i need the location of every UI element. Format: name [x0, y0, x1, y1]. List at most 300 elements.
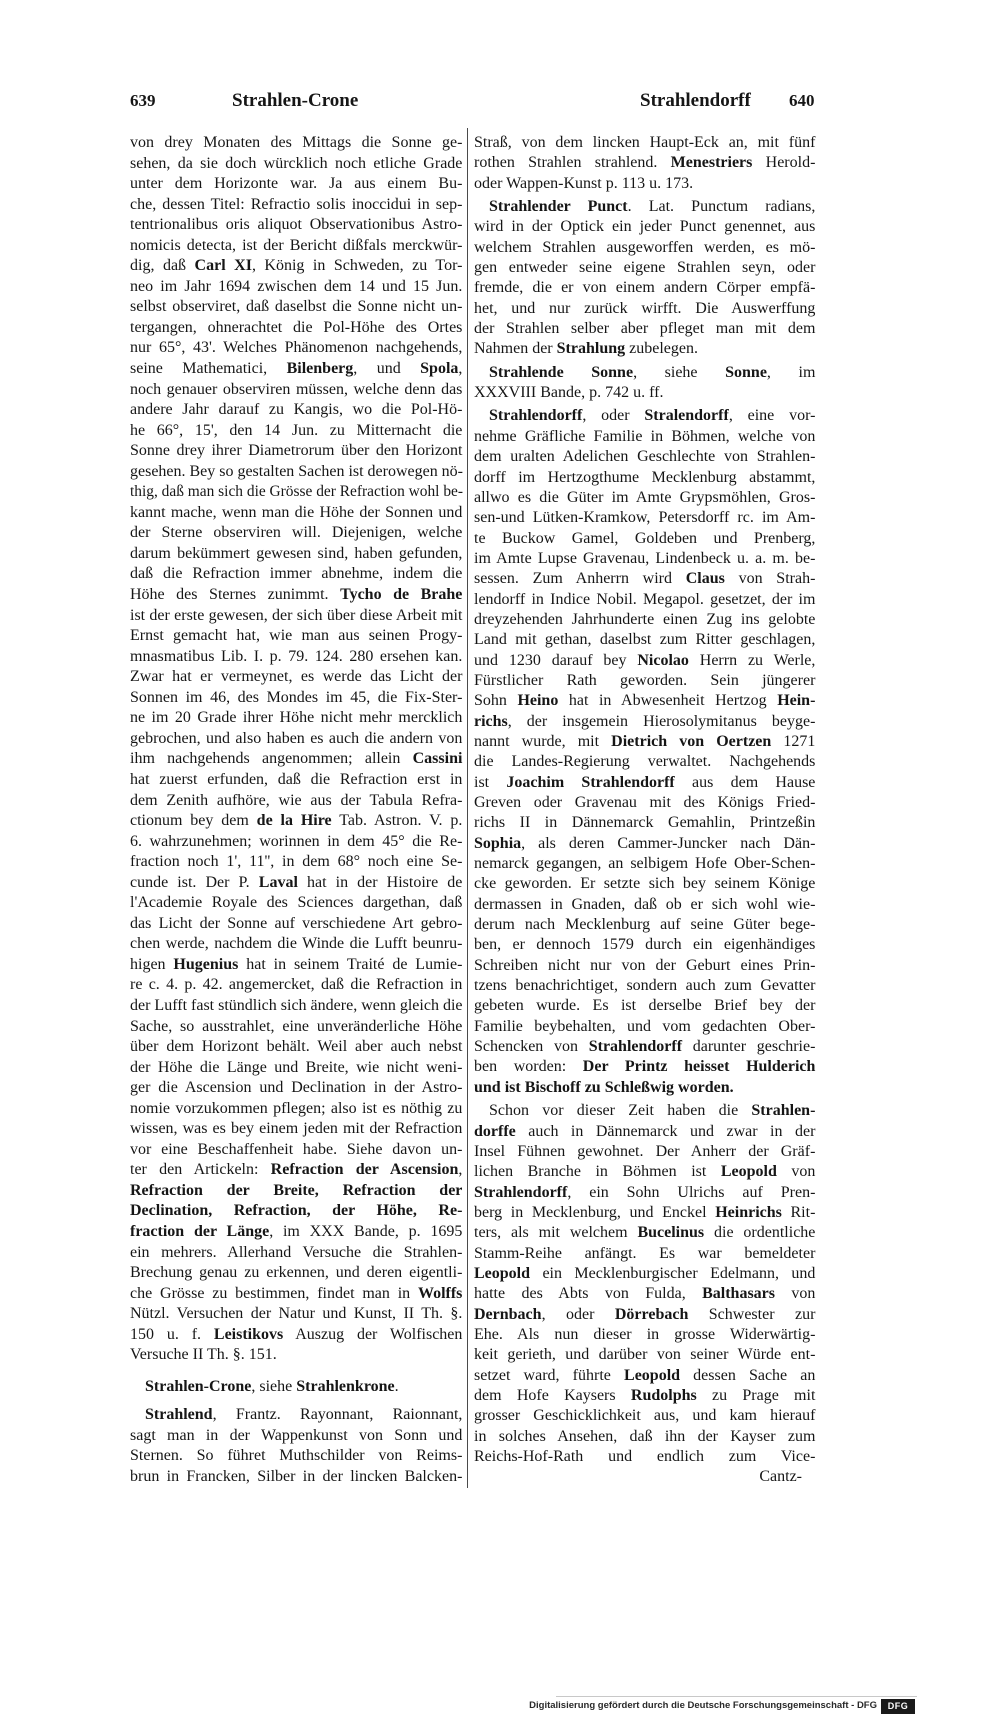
text-segment: hat in seinem Traité de Lumie-	[238, 955, 463, 973]
line-text	[130, 154, 462, 175]
emphasized-name: Strahlen-	[751, 1102, 816, 1120]
text-segment: sagt man in der Wappenkunst von Sonn und	[130, 1426, 463, 1444]
line-text	[474, 752, 815, 772]
text-segment: he 66°, 15', den 14 Jun. zu Mitternacht die	[130, 421, 463, 439]
text-segment: , als deren Cammer-Juncker nach Dän-	[521, 834, 816, 852]
text-line	[130, 1446, 463, 1467]
line-text	[130, 297, 462, 318]
text-segment: die Landes-Regierung verwaltet. Nachgehends	[474, 753, 816, 771]
text-line	[130, 318, 463, 339]
text-line	[130, 462, 463, 483]
text-line	[130, 1058, 463, 1079]
text-line	[130, 256, 463, 277]
emphasized-name: Bucelinus	[637, 1224, 705, 1242]
emphasized-name: Strahlend	[145, 1406, 213, 1424]
line-text	[474, 1203, 815, 1223]
text-segment: Schreiben nicht nur von der Geburt eines Prin-	[474, 956, 816, 974]
text-segment: thig, daß man sich die Grösse der Refraction wohl be-	[130, 483, 463, 501]
text-line	[130, 1426, 463, 1447]
text-segment: kannt mache, wenn man die Höhe der Sonnen und	[130, 503, 463, 521]
text-line	[474, 773, 816, 793]
text-segment: .	[394, 1377, 399, 1395]
text-segment: Sohn	[474, 692, 518, 710]
line-text	[130, 893, 462, 914]
text-segment: sessen. Zum Anherrn wird	[474, 570, 686, 588]
line-text	[130, 585, 462, 606]
text-line	[474, 651, 816, 671]
text-segment: in solches Ansehen, daß ihn der Kayser zum	[474, 1427, 816, 1445]
text-segment: von drey Monaten des Mittags die Sonne ge-	[130, 134, 463, 151]
text-segment: noch genauer observiren müssen, welche denn das	[130, 380, 463, 398]
line-text	[474, 630, 815, 650]
text-line	[474, 1447, 816, 1467]
text-line	[474, 238, 816, 258]
text-segment: hat zuerst erfunden, daß die Refraction erst in	[130, 770, 463, 788]
text-line	[130, 708, 463, 729]
text-segment: gen entweder seine eigene Strahlen seyn, oder	[474, 259, 816, 277]
text-line	[130, 1325, 463, 1346]
text-line	[474, 383, 816, 403]
text-segment: Nützl. Versuchen der Natur und Kunst, II Th. §.	[130, 1305, 463, 1323]
text-segment: keit gerieth, und darüber von seiner Würde ent-	[474, 1346, 816, 1364]
line-text	[474, 1037, 815, 1057]
entry-strahlen-crone	[130, 1377, 463, 1398]
text-segment: darunter geschrie-	[682, 1038, 816, 1056]
line-text	[130, 564, 462, 585]
text-segment: ihm nachgehends angenommen; allein	[130, 750, 413, 768]
text-segment: ctionum bey dem	[130, 812, 257, 830]
text-line	[130, 503, 463, 524]
line-text	[474, 258, 815, 278]
line-text	[474, 610, 815, 630]
catchword: Cantz-	[759, 1468, 802, 1486]
emphasized-name: Heino	[517, 692, 559, 710]
emphasized-name: Rudolphs	[630, 1386, 697, 1404]
text-line	[474, 1244, 816, 1264]
line-text	[474, 691, 815, 711]
text-segment: 1271	[771, 732, 816, 750]
text-line	[474, 1345, 816, 1365]
line-text	[130, 1181, 462, 1202]
text-line	[130, 1222, 463, 1243]
emphasized-name: Leopold	[624, 1366, 681, 1384]
line-text	[489, 406, 815, 426]
line-text	[474, 1366, 815, 1386]
line-text	[474, 1142, 815, 1162]
text-line	[130, 1345, 463, 1366]
line-text	[474, 671, 815, 691]
line-text	[130, 256, 462, 277]
text-line	[474, 895, 816, 915]
text-line	[474, 590, 816, 610]
emphasized-name: Joachim Strahlendorff	[506, 773, 675, 791]
text-segment: Ehe. Als nun dieser in grosse Widerwärtig-	[474, 1325, 816, 1343]
text-line	[474, 1203, 816, 1223]
line-text	[474, 133, 815, 153]
line-text	[474, 1284, 815, 1304]
text-segment: dem Hofe Kaysers	[474, 1386, 631, 1404]
line-text	[474, 1183, 815, 1203]
line-text	[130, 1078, 462, 1099]
text-line	[474, 1366, 816, 1386]
text-line	[130, 359, 463, 380]
text-line	[130, 893, 463, 914]
text-line	[474, 956, 816, 976]
text-line	[130, 770, 463, 791]
text-line	[474, 976, 816, 996]
text-segment: , und	[353, 360, 421, 378]
text-line	[130, 277, 463, 298]
text-segment: l'Academie Royale des Sciences dargethan, daß	[130, 894, 463, 912]
text-line	[130, 996, 463, 1017]
text-line	[130, 174, 463, 195]
line-text	[130, 749, 462, 770]
line-text	[474, 529, 815, 549]
line-text	[474, 996, 815, 1016]
line-text	[130, 729, 462, 750]
line-text	[130, 1345, 277, 1366]
text-segment: Land mit gethan, daselbst zum Ritter geschlagen,	[474, 631, 816, 649]
line-text	[474, 793, 815, 813]
text-segment: von	[776, 1163, 816, 1181]
line-text	[130, 1058, 462, 1079]
text-line	[474, 217, 816, 237]
emphasized-name: Strahlenkrone	[296, 1377, 395, 1395]
right-column	[474, 133, 816, 1488]
text-segment: , im XXX Bande, p. 1695	[269, 1222, 463, 1240]
emphasized-name: fraction der Länge	[130, 1222, 270, 1240]
text-line	[130, 1160, 463, 1181]
text-segment: lichen Branche in Böhmen ist	[474, 1163, 721, 1181]
line-text	[474, 1305, 815, 1325]
text-segment: ,	[458, 360, 463, 378]
text-line	[474, 197, 816, 217]
paragraph-refraction-continued	[130, 133, 463, 1366]
line-text	[474, 383, 663, 403]
text-line	[474, 915, 816, 935]
line-text	[130, 770, 462, 791]
text-line	[474, 752, 816, 772]
text-segment: , oder	[582, 407, 645, 425]
entry-strahlender-punct	[474, 197, 816, 360]
line-text	[130, 708, 462, 729]
text-segment: lendorff in Indice Nobil. Megapol. gesetzet, der im	[474, 590, 816, 608]
emphasized-name: Leopold	[720, 1163, 777, 1181]
line-text	[130, 462, 463, 483]
line-text	[474, 488, 815, 508]
line-text	[130, 1426, 462, 1447]
text-segment: oder Wappen-Kunst p. 113 u. 173.	[474, 174, 694, 192]
text-line	[474, 1427, 816, 1447]
text-segment: nehme Gräfliche Familie in Böhmen, welche von	[474, 427, 816, 445]
text-segment: ben, er dennoch 1579 durch ein eigenhändiges	[474, 936, 816, 954]
emphasized-name: Sonne	[725, 363, 767, 381]
text-segment: hat in Abwesenheit Hertzog	[558, 692, 778, 710]
line-text	[474, 895, 815, 915]
text-segment: aus dem Hause	[674, 773, 816, 791]
text-segment: ger die Ascension und Declination in der Astro-	[130, 1079, 463, 1097]
text-line	[474, 630, 816, 650]
footer-credit: Digitalisierung gefördert durch die Deutsche Forschungsgemeinschaft - DFG	[529, 1700, 877, 1711]
line-text	[130, 482, 463, 503]
line-text	[130, 441, 462, 462]
text-segment: cke geworden. Er setzte sich bey seinem Könige	[474, 875, 816, 893]
text-segment: Ernst gemacht hat, wie man aus seinen Progy-	[130, 627, 463, 645]
text-segment: dermassen in Gnaden, daß ob er sich wohl wie-	[474, 895, 816, 913]
text-segment: Greven oder Gravenau mit des Königs Fried-	[474, 794, 816, 811]
line-text	[130, 1160, 462, 1181]
text-line	[130, 1099, 463, 1120]
line-text	[130, 338, 462, 359]
line-text	[474, 956, 815, 976]
text-segment: re c. 4. p. 42. angemercket, daß die Refraction in	[130, 976, 463, 994]
text-segment: richs II in Dännemarck Gemahlin, Printzeßin	[474, 814, 816, 832]
text-segment: nomicis detecta, ist der Bericht dißfals merckwür-	[130, 236, 463, 254]
line-text	[474, 468, 815, 488]
text-segment: Straß, von dem lincken Haupt-Eck an, mit fünf	[474, 134, 816, 151]
line-text	[130, 195, 462, 216]
emphasized-name: Leopold	[474, 1264, 531, 1282]
text-segment: XXXVIII Bande, p. 742 u. ff.	[474, 384, 664, 402]
text-segment: , siehe	[251, 1377, 297, 1395]
text-line	[130, 955, 463, 976]
line-text	[474, 976, 815, 996]
text-line	[474, 732, 816, 752]
text-line	[130, 1263, 463, 1284]
text-segment: seine Mathematici,	[130, 360, 287, 378]
text-segment: , ein Sohn Ulrichs auf Pren-	[567, 1183, 816, 1201]
text-segment: brun in Francken, Silber in der lincken Balcken-	[130, 1468, 463, 1485]
text-line	[130, 749, 463, 770]
text-segment: ter den Artickeln:	[130, 1161, 271, 1179]
line-text	[474, 447, 815, 467]
text-line	[474, 569, 816, 589]
text-segment: Höhe des Sternes zunimmt.	[130, 586, 341, 604]
text-line	[130, 400, 463, 421]
line-text	[130, 503, 462, 524]
emphasized-name: Hugenius	[173, 955, 239, 973]
text-segment: ist	[474, 773, 507, 791]
text-line	[474, 1101, 816, 1121]
text-segment: fremde, die er von einem andern Cörper empfä-	[474, 279, 816, 297]
left-column	[130, 133, 463, 1488]
line-text	[130, 523, 462, 544]
line-text	[130, 215, 462, 236]
line-text	[474, 813, 815, 833]
text-line	[130, 338, 463, 359]
text-line	[130, 626, 463, 647]
text-segment: der Höhe die Länge und Breite, wie nicht weni-	[130, 1058, 463, 1076]
text-line	[474, 813, 816, 833]
text-segment: gesehen. Bey so gestalten Sachen ist derowegen nö-	[130, 462, 463, 480]
text-segment: derum nach Mecklenburg auf seine Güter bege-	[474, 916, 816, 934]
running-head-right: Strahlendorff	[640, 90, 751, 111]
text-line	[130, 1201, 463, 1222]
text-line	[130, 934, 463, 955]
line-text	[474, 773, 815, 793]
text-line	[474, 935, 816, 955]
emphasized-name: Stralendorff	[644, 407, 729, 425]
text-line	[474, 406, 816, 426]
text-segment: ,	[458, 1161, 463, 1179]
text-segment: hatte des Abts von Fulda,	[474, 1285, 703, 1303]
text-line	[474, 174, 816, 194]
line-text	[130, 955, 462, 976]
text-segment: im Amte Lupse Gravenau, Lindenbeck u. a. m. be-	[474, 549, 816, 567]
line-text	[130, 1243, 462, 1264]
text-segment: darum bekümmert gewesen sind, haben gefunden,	[130, 544, 463, 562]
text-segment: sen-und Lütken-Kramkow, Petersdorff rc. im Am-	[474, 509, 816, 527]
emphasized-name: Heinrichs	[715, 1203, 782, 1221]
text-segment: sehen, da sie doch würcklich noch etliche Grade	[130, 154, 463, 172]
text-segment: Versuche II Th. §. 151.	[130, 1346, 277, 1364]
text-line	[474, 529, 816, 549]
line-text	[489, 1101, 815, 1121]
text-line	[130, 1467, 463, 1488]
line-text	[474, 427, 815, 447]
text-segment: berg in Mecklenburg, und Enckel	[474, 1203, 716, 1221]
text-segment: ne im 20 Grade ihrer Höhe nicht mehr mercklich	[130, 709, 463, 727]
page-number-left: 639	[130, 91, 156, 110]
text-line	[130, 852, 463, 873]
line-text	[130, 1017, 462, 1038]
emphasized-name: Strahlender Punct	[489, 198, 628, 216]
line-text	[474, 1244, 815, 1264]
text-segment: Fürstlicher Rath geworden. Sein jüngerer	[474, 671, 816, 689]
text-line	[130, 523, 463, 544]
line-text	[474, 174, 693, 194]
text-segment: che, dessen Titel: Refractio solis inoccidui in sep-	[130, 195, 463, 213]
line-text	[130, 1446, 462, 1467]
text-segment: von Strah-	[724, 570, 816, 588]
line-text	[130, 359, 462, 380]
text-segment: ters, als mit welchem	[474, 1224, 638, 1242]
line-text	[130, 606, 462, 627]
text-segment: dig, daß	[130, 257, 195, 275]
text-segment: cunde ist. Der P.	[130, 873, 259, 891]
text-segment: dessen Sache an	[680, 1366, 816, 1384]
emphasized-name: Strahlendorff	[588, 1038, 683, 1056]
text-segment: Stamm-Reihe anfängt. Es war bemeldeter	[474, 1244, 816, 1262]
entry-strahlende-sonne	[474, 363, 816, 404]
text-segment: , oder	[541, 1305, 615, 1323]
text-segment: ein Mecklenburgischer Edelmann, und	[530, 1264, 816, 1282]
emphasized-name: Tycho de Brahe	[340, 586, 463, 604]
text-segment: , im	[766, 363, 816, 381]
text-line	[474, 319, 816, 339]
text-line	[130, 914, 463, 935]
line-text	[145, 1405, 462, 1426]
text-segment: chen werde, nachdem die Winde die Lufft beunru-	[130, 935, 463, 953]
text-line	[474, 427, 816, 447]
text-segment: Auszug der Wolfischen	[283, 1325, 463, 1343]
line-text	[474, 915, 815, 935]
text-segment: Schon vor dieser Zeit haben die	[489, 1102, 752, 1120]
text-line	[130, 791, 463, 812]
emphasized-name: Dörrebach	[614, 1305, 689, 1323]
line-text	[130, 667, 462, 688]
text-segment: der Strahlen selber aber pfleget man mit dem	[474, 320, 816, 338]
text-segment: dreyzehenden Jahrhunderte einen Zug ins gelobte	[474, 610, 816, 628]
text-line	[130, 1243, 463, 1264]
text-line	[474, 1284, 816, 1304]
text-line	[474, 278, 816, 298]
emphasized-name: Leistikovs	[213, 1325, 284, 1343]
text-line	[474, 1162, 816, 1182]
line-text	[474, 549, 815, 569]
text-line	[130, 544, 463, 565]
emphasized-name: Declination, Refraction, der Höhe, Re-	[130, 1202, 463, 1220]
line-text	[474, 1223, 815, 1243]
text-segment: nannt wurde, mit	[474, 732, 612, 750]
line-text	[474, 569, 815, 589]
text-segment: rothen Strahlen strahlend.	[474, 154, 671, 172]
text-segment: Insel Fühnen gewohnet. Der Anherr der Gräf-	[474, 1142, 816, 1160]
text-segment: ben worden:	[474, 1058, 583, 1076]
text-segment: vor eine Beschaffenheit habe. Siehe davon un-	[130, 1140, 463, 1158]
line-text	[474, 153, 815, 173]
text-segment: dem Zenith aufhöre, wie aus der Tabula Refra-	[130, 791, 463, 809]
line-text	[130, 1099, 462, 1120]
line-text	[474, 834, 815, 854]
text-segment: zubelegen.	[625, 340, 698, 358]
text-segment: mnasmatibus Lib. I. p. 79. 124. 280 ersehen kan.	[130, 647, 463, 665]
text-line	[130, 297, 463, 318]
line-text	[474, 712, 815, 732]
text-segment: , eine vor-	[728, 407, 816, 425]
emphasized-name: Strahlendorff	[489, 407, 583, 425]
text-segment: der Lufft fast stündlich sich ändere, wenn gleich die	[130, 996, 463, 1014]
text-line	[474, 508, 816, 528]
text-line	[474, 1305, 816, 1325]
text-line	[130, 1181, 463, 1202]
line-text	[130, 975, 462, 996]
text-segment: Brechung genau zu erkennen, und deren eigentli-	[130, 1264, 463, 1282]
text-line	[130, 667, 463, 688]
line-text	[474, 1345, 815, 1365]
text-line	[474, 1037, 816, 1057]
emphasized-name: Nicolao	[637, 651, 689, 669]
text-segment: Tab. Astron. V. p.	[331, 812, 463, 830]
line-text	[130, 1201, 462, 1222]
emphasized-name: Claus	[685, 570, 725, 588]
text-segment: von	[775, 1285, 816, 1303]
emphasized-name: Cassini	[412, 750, 463, 768]
entry-strahlendorff	[474, 406, 816, 1098]
line-text	[474, 1325, 815, 1345]
text-line	[474, 671, 816, 691]
text-line	[474, 691, 816, 711]
line-text	[130, 1304, 462, 1325]
text-line	[130, 1037, 463, 1058]
line-text	[474, 854, 815, 874]
emphasized-name: Carl XI	[194, 257, 252, 275]
line-text	[474, 339, 698, 359]
text-segment: setzet ward, führte	[474, 1366, 625, 1384]
emphasized-name: Spola	[420, 360, 459, 378]
text-line	[130, 380, 463, 401]
text-line	[474, 133, 816, 153]
text-segment: nomie vorzukommen pflegen; also ist es nöthig zu	[130, 1099, 463, 1117]
text-segment: neo im Jahr 1694 zwischen dem 14 und 15 Jun.	[130, 277, 463, 295]
text-segment: , Frantz. Rayonnant, Raionnant,	[212, 1406, 463, 1424]
line-text	[130, 544, 462, 565]
line-text	[489, 197, 815, 217]
text-segment: nur 65°, 43'. Welches Phänomenon nachgehends,	[130, 339, 463, 357]
text-line	[130, 154, 463, 175]
text-segment: tzens benachrichtiget, sondern auch zum Gevatter	[474, 977, 816, 995]
text-segment: unter dem Horizonte war. Ja aus einem Bu-	[130, 175, 463, 193]
